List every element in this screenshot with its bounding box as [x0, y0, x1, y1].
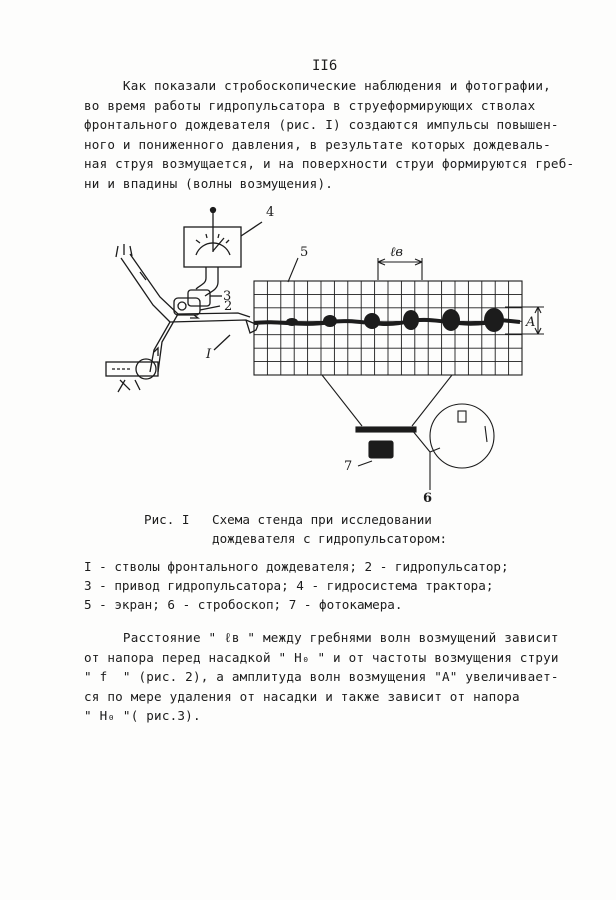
test-stand-diagram — [0, 196, 616, 506]
text-line: ся по мере удаления от насадки и также зависит от напора — [84, 688, 520, 704]
sprinkler-barrel-right — [170, 320, 258, 325]
photo-camera — [369, 441, 393, 458]
text-line: ного и пониженного давления, в результате которых дождеваль- — [84, 136, 551, 152]
label-camera: 7 — [344, 459, 353, 474]
intro-paragraph — [84, 76, 584, 193]
text-line: " H₀ "( рис.3). — [84, 708, 201, 723]
figure-legend-line: 5 - экран; 6 - стробоскоп; 7 - фотокамера. — [84, 597, 403, 612]
figure-caption-line: Схема стенда при исследовании — [212, 512, 432, 527]
text-line: Расстояние " ℓв " между гребнями волн возмущений зависит — [84, 630, 559, 645]
label-pulsator: 2 — [224, 299, 233, 314]
page-number: II6 — [312, 58, 338, 74]
text-line: от напора перед насадкой " H₀ " и от частоты возмущения струи — [84, 649, 559, 665]
label-barrels: I — [206, 347, 212, 362]
text-line: во время работы гидропульсатора в струеформирующих стволах — [84, 97, 536, 113]
label-amplitude: A — [526, 315, 536, 330]
label-stroboscope: 6 — [423, 491, 433, 506]
text-line: " f " (рис. 2), а амплитуда волн возмущения "A" увеличивает- — [84, 669, 559, 684]
figure-legend-line: 3 - привод гидропульсатора; 4 - гидросистема трактора; — [84, 578, 494, 593]
label-drive: 3 — [223, 289, 232, 304]
stroboscope — [430, 404, 494, 468]
closing-paragraph — [84, 628, 584, 726]
text-line: Как показали стробоскопические наблюдения и фотографии, — [84, 78, 551, 93]
figure-caption-line: дождевателя с гидропульсатором: — [212, 531, 448, 546]
text-line: ни и впадины (волны возмущения). — [84, 175, 334, 191]
jet-wave-crests — [286, 308, 504, 332]
figure-caption-title: Рис. I — [144, 512, 190, 527]
text-line: фронтального дождевателя (рис. I) создаются импульсы повышен- — [84, 117, 559, 132]
label-hydraulic-system: 4 — [266, 205, 275, 220]
label-screen: 5 — [300, 245, 309, 260]
label-wavelength: ℓв — [390, 245, 403, 260]
figure-legend-line: I - стволы фронтального дождевателя; 2 - гидропульсатор; — [84, 559, 509, 574]
sprinkler-barrel-left — [121, 258, 170, 322]
text-line: ная струя возмущается, и на поверхности струи формируются греб- — [84, 156, 575, 171]
